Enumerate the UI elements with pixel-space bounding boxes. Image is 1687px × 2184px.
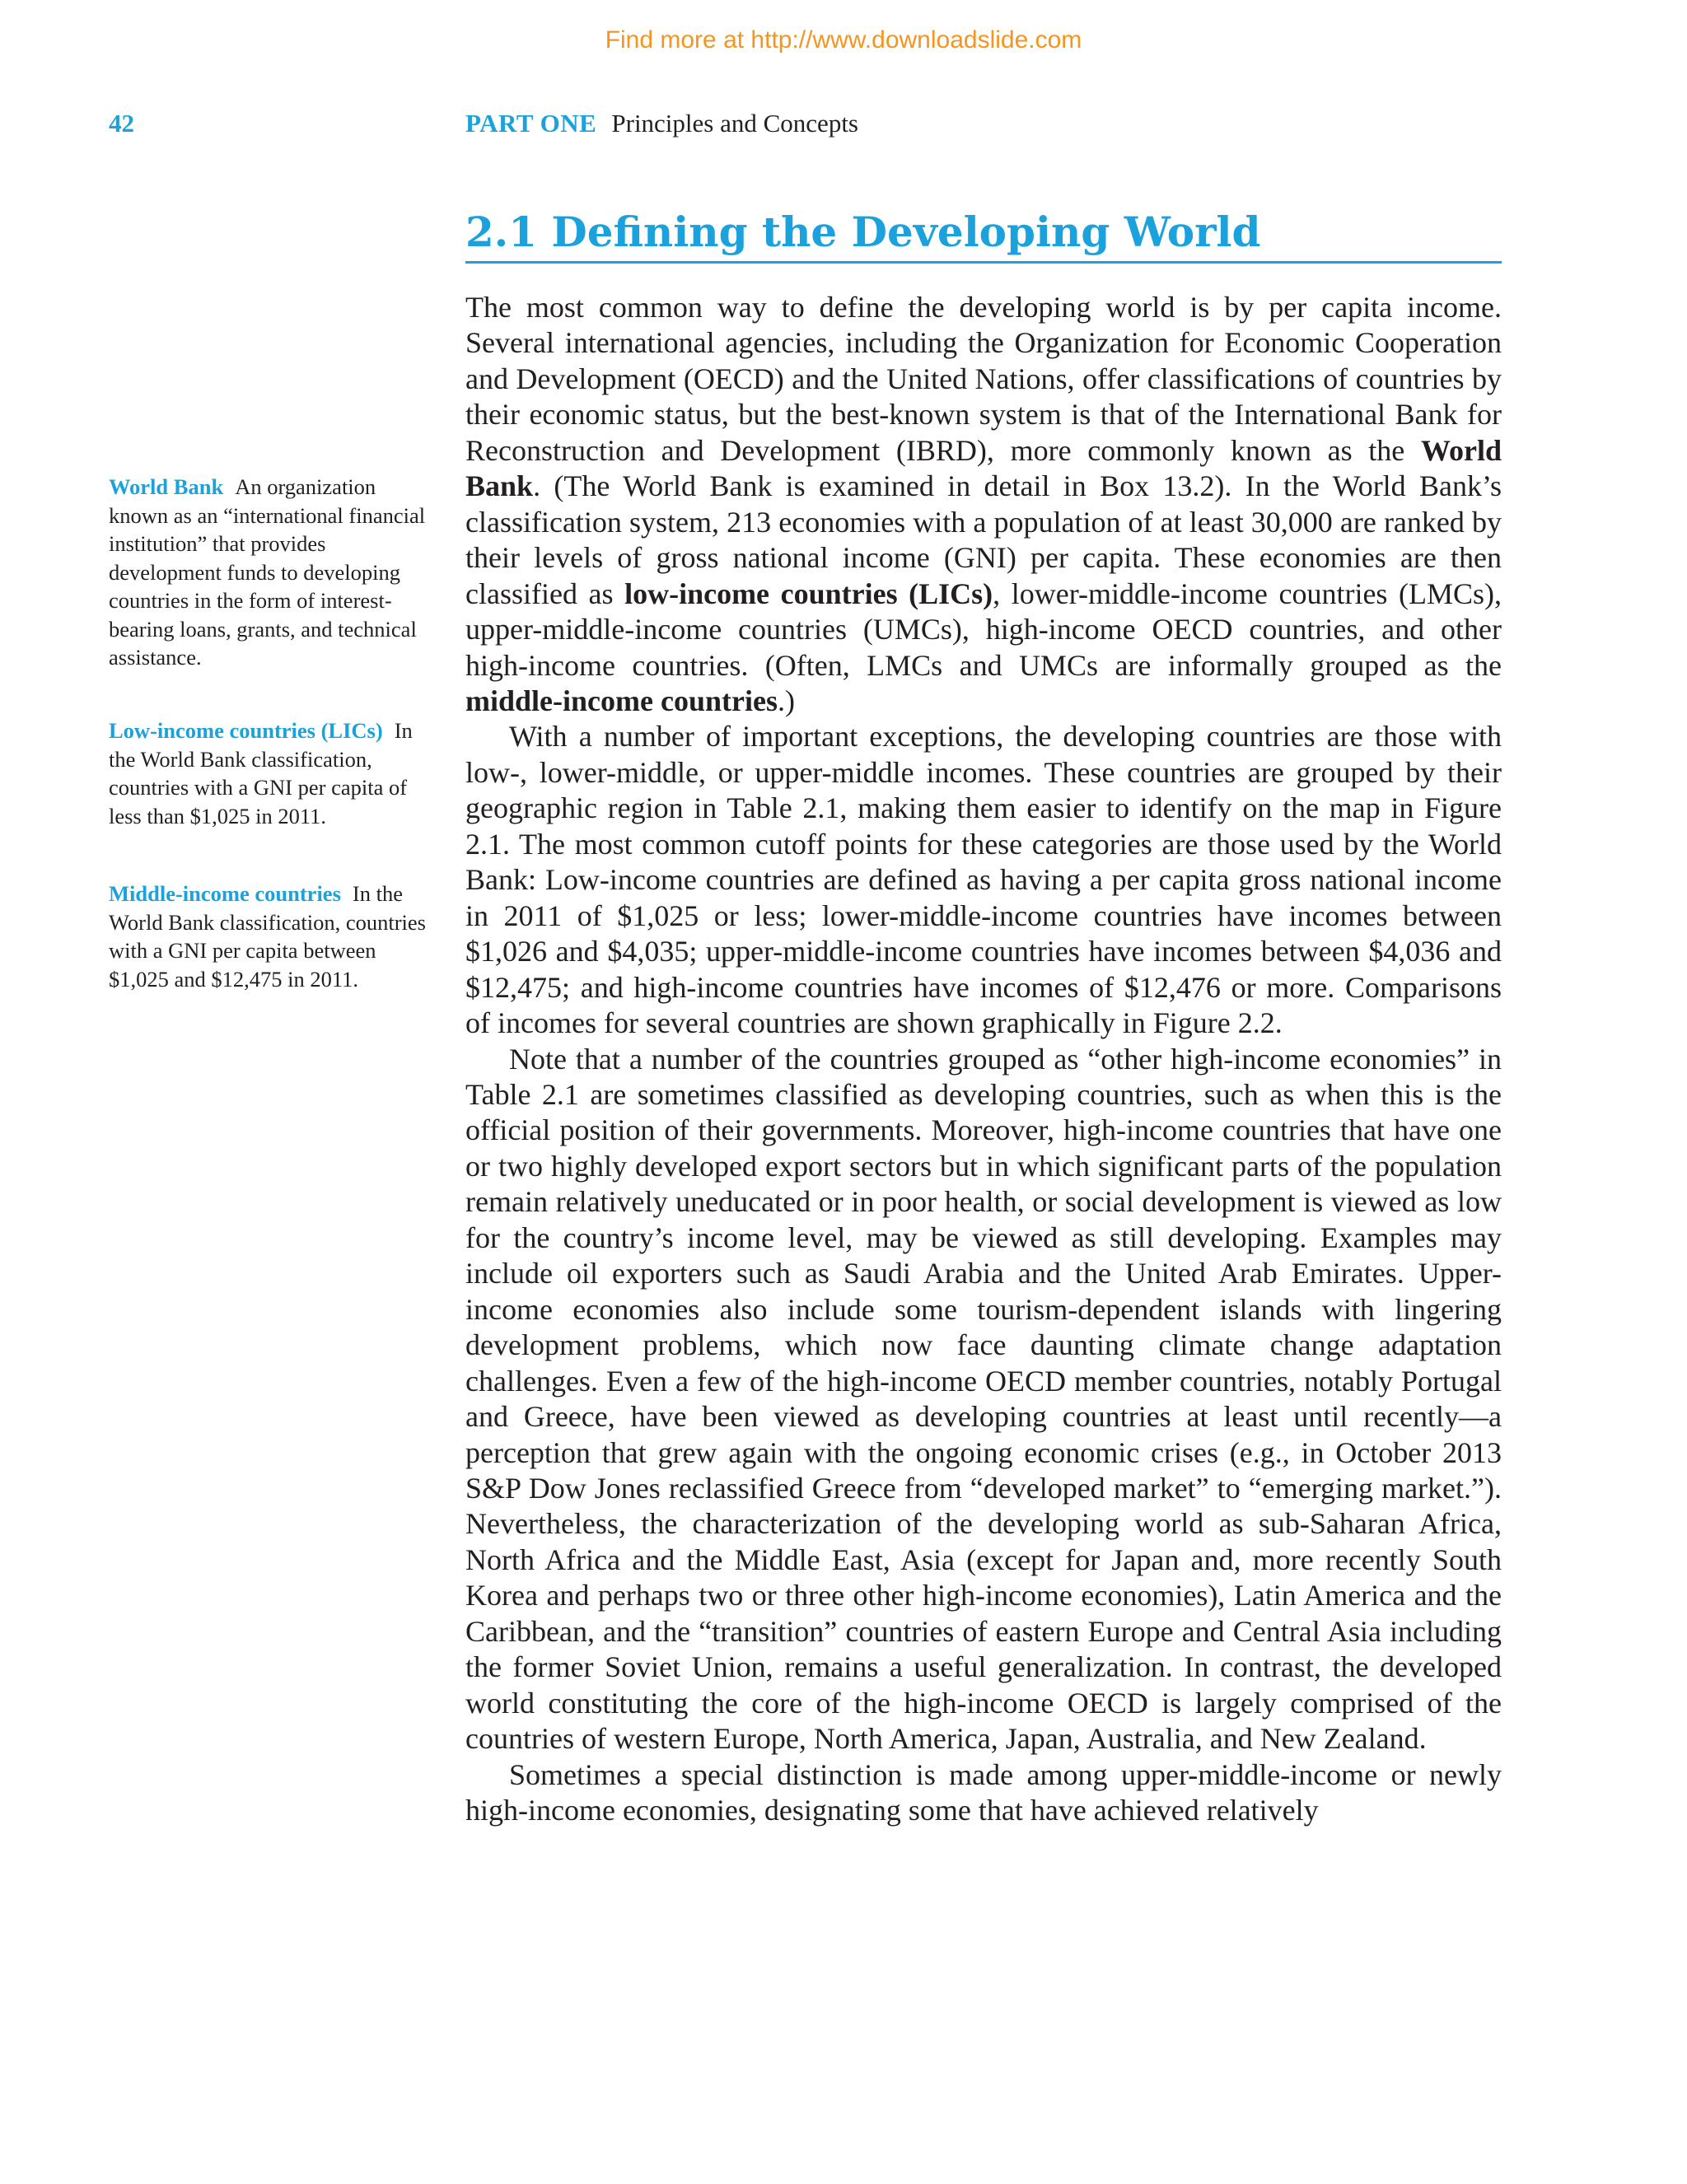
key-term-low-income-countries: low-income countries (LICs) bbox=[624, 576, 993, 610]
glossary-definition: An organization known as an “international financial institution” that provides development funds to developing countries in the form of interest-bearing loans, grants, and technical assistance. bbox=[109, 474, 426, 670]
part-label: PART ONE bbox=[465, 109, 597, 138]
glossary-entry-middle-income-countries bbox=[109, 880, 432, 993]
paragraph-text: The most common way to define the developing world is by per capita income. Several international agencies, including the Organization for Economic Cooperation and Development (OECD) and the United Nations, offer classifications of countries by their economic status, but the best-known system is that of the International Bank for Reconstruction and Development (IBRD), more commonly known as the bbox=[465, 291, 1502, 467]
glossary-term: Middle-income countries bbox=[109, 881, 341, 906]
glossary-entry-low-income-countries bbox=[109, 716, 432, 830]
paragraph-text: . (The World Bank is examined in detail in Box 13.2). In the World Bank’s classification system, 213 economies with a population of at least 30,000 are ranked by their levels of gross national income (GNI) per capita. These economies are then classified as bbox=[465, 469, 1502, 610]
glossary-definition: In the World Bank classification, countries with a GNI per capita between $1,025 and $12,475 in 2011. bbox=[109, 881, 426, 992]
glossary-term: Low-income countries (LICs) bbox=[109, 718, 383, 743]
glossary-entry-world-bank bbox=[109, 473, 432, 672]
paragraph-3: Note that a number of the countries grouped as “other high-income economies” in Table 2.1 are sometimes classified as developing countries, such as when this is the official position of their governments. Moreover, high-income countries that have one or two highly developed export sectors but in which significant parts of the population remain relatively uneducated or in poor health, or social development is viewed as low for the country’s income level, may be viewed as still developing. Examples may include oil exporters such as Saudi Arabia and the United Arab Emirates. Upper-income economies also include some tourism-dependent islands with lingering development problems, which now face daunting climate change adaptation challenges. Even a few of the high-income OECD member countries, notably Portugal and Greece, have been viewed as developing countries at least until recently—a perception that grew again with the ongoing economic crises (e.g., in October 2013 S&P Dow Jones reclassified Greece from “developed market” to “emerging market.”). Nevertheless, the characterization of the developing world as sub-Saharan Africa, North Africa and the Middle East, Asia (except for Japan and, more recently South Korea and perhaps two or three other high-income economies), Latin America and the Caribbean, and the “transition” countries of eastern Europe and Central Asia including the former Soviet Union, remains a useful generalization. In contrast, the developed world constituting the core of the high-income OECD is largely comprised of the countries of western Europe, North America, Japan, Australia, and New Zealand. bbox=[465, 1042, 1502, 1756]
glossary-definition: In the World Bank classification, countries with a GNI per capita of less than $1,025 in 2011. bbox=[109, 718, 413, 828]
body-text bbox=[465, 290, 1502, 1828]
key-term-middle-income-countries: middle-income countries bbox=[465, 684, 778, 717]
paragraph-4: Sometimes a special distinction is made among upper-middle-income or newly high-income economies, designating some that have achieved relatively bbox=[465, 1757, 1502, 1827]
paragraph-text: , lower-middle-income countries (LMCs), upper-middle-income countries (UMCs), high-income OECD countries, and other high-income countries. (Often, LMCs and UMCs are informally grouped as the bbox=[465, 576, 1502, 682]
part-title: Principles and Concepts bbox=[611, 109, 858, 138]
running-head bbox=[465, 109, 858, 138]
key-term-world-bank: World Bank bbox=[465, 433, 1502, 503]
paragraph-text: .) bbox=[777, 684, 795, 717]
page-number: 42 bbox=[109, 109, 134, 138]
glossary-term: World Bank bbox=[109, 474, 224, 499]
section-heading: 2.1 Defining the Developing World bbox=[465, 208, 1502, 264]
paragraph-2: With a number of important exceptions, the developing countries are those with low-, lower-middle, or upper-middle incomes. These countries are grouped by their geographic region in Table 2.1, making them easier to identify on the map in Figure 2.1. The most common cutoff points for these categories are those used by the World Bank: Low-income countries are defined as having a per capita gross national income in 2011 of $1,025 or less; lower-middle-income countries have incomes between $1,026 and $4,035; upper-middle-income countries have incomes between $4,036 and $12,475; and high-income countries have incomes of $12,476 or more. Comparisons of incomes for several countries are shown graphically in Figure 2.2. bbox=[465, 720, 1502, 1040]
paragraph-1 bbox=[465, 290, 1502, 719]
watermark-link[interactable]: Find more at http://www.downloadslide.com bbox=[605, 26, 1082, 54]
